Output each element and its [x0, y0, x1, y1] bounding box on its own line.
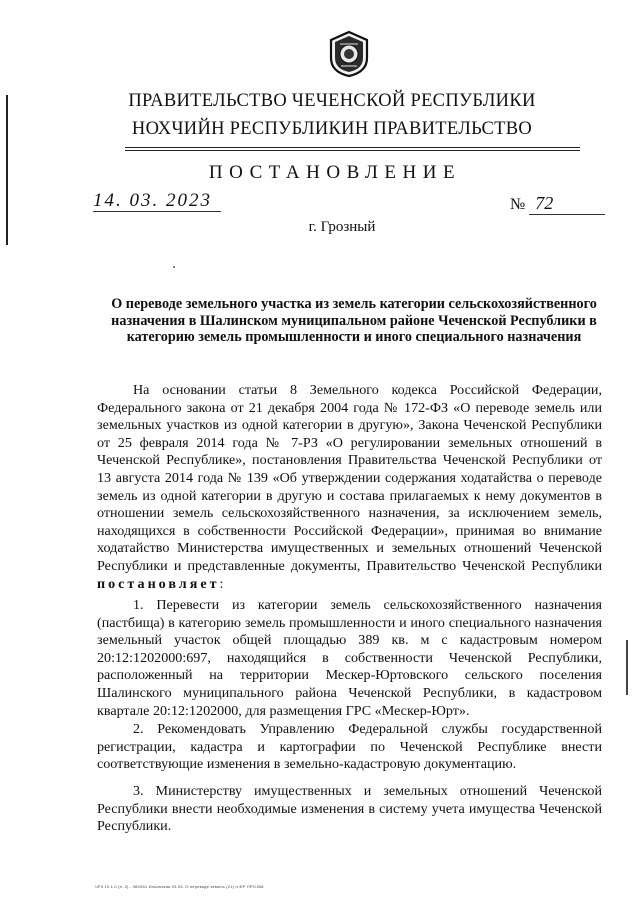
preamble-paragraph: [97, 382, 602, 593]
document-type: ПОСТАНОВЛЕНИЕ: [208, 162, 462, 183]
scan-speck: [173, 266, 175, 268]
preamble-text: На основании статьи 8 Земельного кодекса Российской Федерации, Федерального закона от 21 декабря 2004 года № 172-ФЗ «О переводе земель или земельных участков из одной категории в другую», Закона Чеченской Республики от 25 февраля 2014 года № 7-РЗ «О регулировании земельных отношений в Чеченской Республике», постановления Правительства Чеченской Республики от 13 августа 2014 года № 139 «Об утверждении содержания ходатайства о переводе земель из одной категории в другую и состава прилагаемых к нему документов в отношении земель сельскохозяйственного назначения, за исключением земель, находящихся в собственности Российской Федерации», принимая во внимание ходатайство Министерства имущественных и земельных отношений Чеченской Республики и представленные документы, Правительство Чеченской Республики: [97, 382, 602, 574]
divider: [125, 150, 580, 151]
government-name-chechen: НОХЧИЙН РЕСПУБЛИКИН ПРАВИТЕЛЬСТВО: [131, 119, 533, 139]
divider: [125, 147, 580, 148]
scan-edge-mark: [626, 640, 628, 695]
number-label: №: [510, 196, 526, 213]
preamble-colon: :: [219, 575, 224, 592]
number-value: 72: [529, 193, 605, 215]
footer-reference: ЧР3 10.1.0 (п. 2) - 360281 Ильинская 03.03. О переводе земель (21) п-ФР ПРО.ВМ: [95, 884, 264, 889]
decree-date: 14. 03. 2023: [93, 191, 221, 212]
clause-1: 1. Перевести из категории земель сельскохозяйственного назначения (пастбища) в категорию земель промышленности и иного специального назначения земельный участок общей площадью 389 кв. м с кадастровым номером 20:12:1202000:697, находящийся в собственности Чеченской Республики, расположенный на территории Мескер-Юртовского сельского поселения Шалинского муниципального района Чеченской Республики, в кадастровом квартале 20:12:1202000, для размещения ГРС «Мескер-Юрт».: [97, 597, 602, 719]
government-name: ПРАВИТЕЛЬСТВО ЧЕЧЕНСКОЙ РЕСПУБЛИКИ: [128, 91, 536, 111]
emblem-icon: [326, 30, 372, 78]
city: г. Грозный: [308, 219, 376, 235]
clause-2: 2. Рекомендовать Управлению Федеральной службы государственной регистрации, кадастра и картографии по Чеченской Республике внести соответствующие изменения в земельно-кадастровую документацию.: [97, 721, 602, 773]
clause-3: 3. Министерству имущественных и земельных отношений Чеченской Республики внести необходимые изменения в систему учета имущества Чеченской Республики.: [97, 783, 602, 835]
decree-number: [510, 193, 605, 215]
decree-subject: О переводе земельного участка из земель категории сельскохозяйственного назначения в Шалинском муниципальном районе Чеченской Республики в категорию земель промышленности и иного специального назначения: [111, 296, 597, 345]
resolves-word: постановляет: [97, 575, 220, 592]
